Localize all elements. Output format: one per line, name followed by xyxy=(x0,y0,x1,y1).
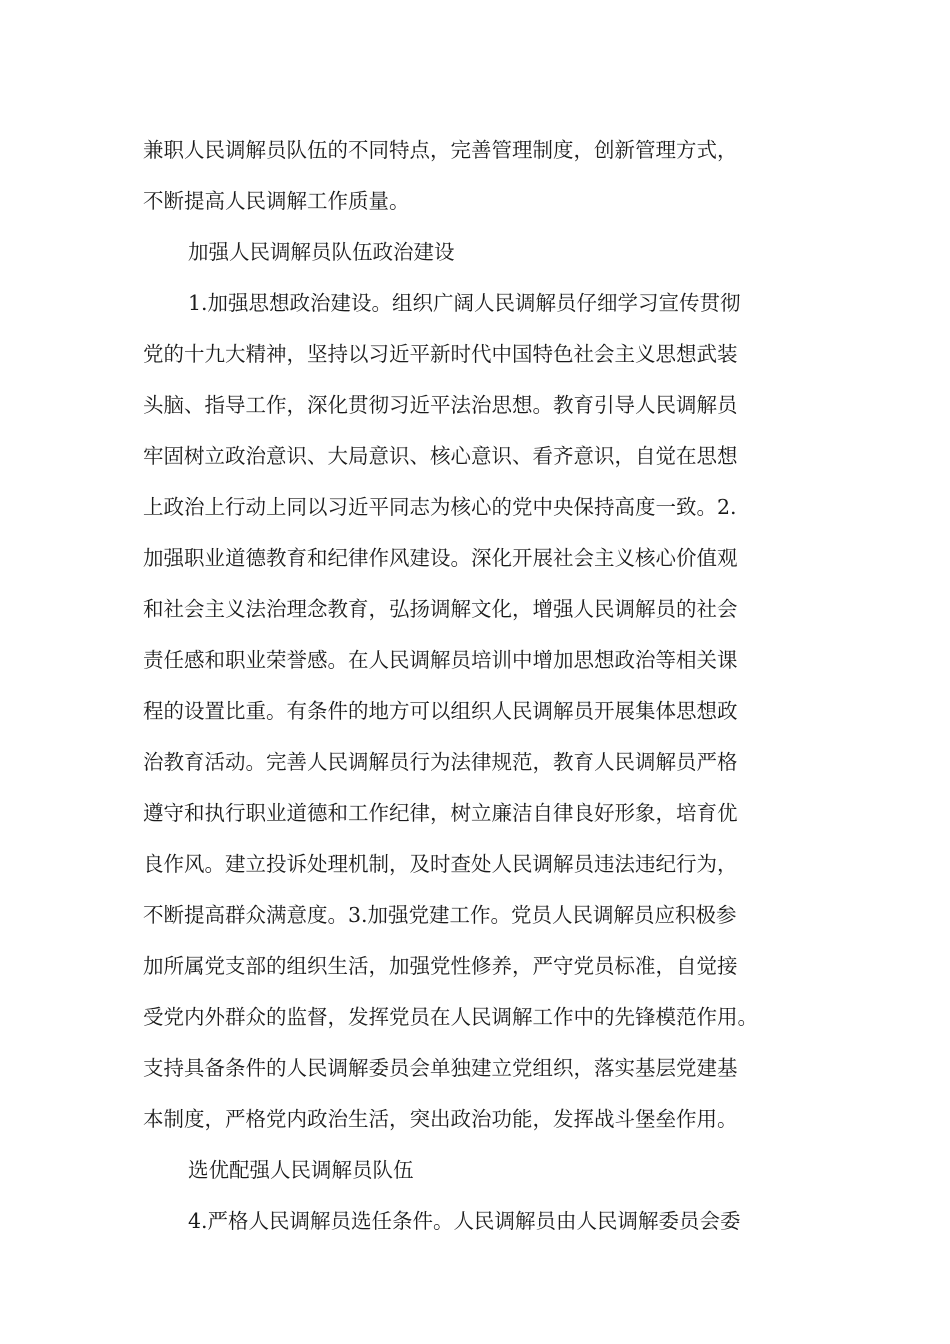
text-line-9: 加强职业道德教育和纪律作风建设。深化开展社会主义核心价值观 xyxy=(143,546,738,570)
section-heading-team-staffing: 选优配强人民调解员队伍 xyxy=(188,1158,414,1182)
text-line-10: 和社会主义法治理念教育，弘扬调解文化，增强人民调解员的社会 xyxy=(143,597,738,621)
text-line-7: 牢固树立政治意识、大局意识、核心意识、看齐意识，自觉在思想 xyxy=(143,444,738,468)
text-line-15: 良作风。建立投诉处理机制，及时查处人民调解员违法违纪行为， xyxy=(143,852,738,876)
text-line-18: 受党内外群众的监督，发挥党员在人民调解工作中的先锋模范作用。 xyxy=(143,1005,758,1029)
text-line-16: 不断提高群众满意度。3.加强党建工作。党员人民调解员应积极参 xyxy=(143,903,737,927)
document-body xyxy=(143,125,823,1247)
text-line-6: 头脑、指导工作，深化贯彻习近平法治思想。教育引导人民调解员 xyxy=(143,393,738,417)
text-line-22: 4.严格人民调解员选任条件。人民调解员由人民调解委员会委 xyxy=(188,1209,741,1233)
text-line-14: 遵守和执行职业道德和工作纪律，树立廉洁自律良好形象，培育优 xyxy=(143,801,738,825)
text-line-1: 兼职人民调解员队伍的不同特点，完善管理制度，创新管理方式， xyxy=(143,138,738,162)
section-heading-political-construction: 加强人民调解员队伍政治建设 xyxy=(188,240,455,264)
text-line-4: 1.加强思想政治建设。组织广阔人民调解员仔细学习宣传贯彻 xyxy=(188,291,741,315)
text-line-5: 党的十九大精神，坚持以习近平新时代中国特色社会主义思想武装 xyxy=(143,342,738,366)
text-line-17: 加所属党支部的组织生活，加强党性修养，严守党员标准，自觉接 xyxy=(143,954,738,978)
text-line-8: 上政治上行动上同以习近平同志为核心的党中央保持高度一致。2. xyxy=(143,495,737,519)
text-line-13: 治教育活动。完善人民调解员行为法律规范，教育人民调解员严格 xyxy=(143,750,738,774)
text-line-12: 程的设置比重。有条件的地方可以组织人民调解员开展集体思想政 xyxy=(143,699,738,723)
text-line-20: 本制度，严格党内政治生活，突出政治功能，发挥战斗堡垒作用。 xyxy=(143,1107,738,1131)
text-line-19: 支持具备条件的人民调解委员会单独建立党组织，落实基层党建基 xyxy=(143,1056,738,1080)
text-line-2: 不断提高人民调解工作质量。 xyxy=(143,189,410,213)
text-line-11: 责任感和职业荣誉感。在人民调解员培训中增加思想政治等相关课 xyxy=(143,648,738,672)
